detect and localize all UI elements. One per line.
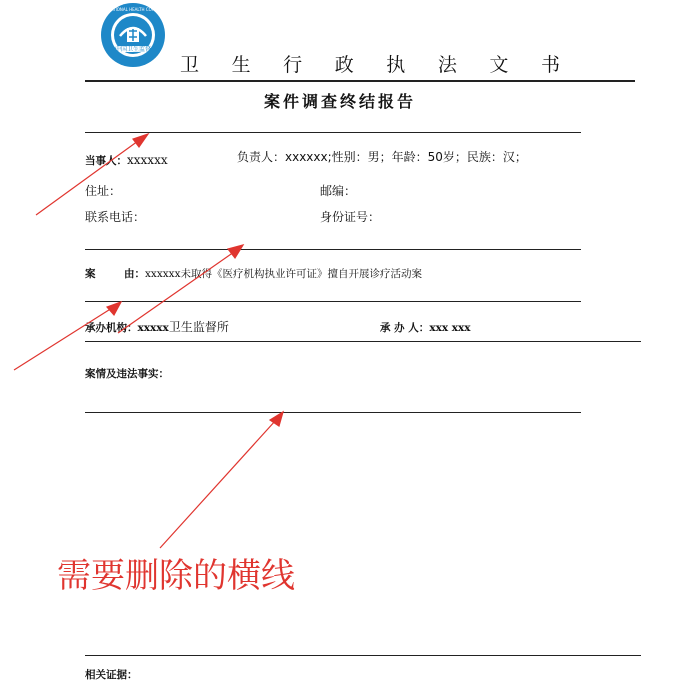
phone-label: 联系电话： — [85, 210, 146, 224]
header-char: 政 — [334, 54, 354, 76]
header-char: 文 — [489, 54, 509, 76]
org-value-suffix: 卫生监督所 — [168, 320, 229, 334]
header-char: 书 — [540, 54, 560, 76]
arrow-head — [133, 134, 148, 147]
org-value-prefix: xxxxx — [137, 322, 169, 334]
header-char: 法 — [437, 54, 457, 76]
arrow-head — [228, 245, 243, 258]
arrow-head — [107, 302, 121, 315]
handler-value: xxx xxx — [429, 322, 471, 334]
arrow-line — [36, 141, 138, 215]
address-label: 住址： — [85, 184, 122, 198]
case-value: xxxxxx未取得《医疗机构执业许可证》擅自开展诊疗活动案 — [145, 268, 423, 280]
id-number-label: 身份证号： — [320, 210, 381, 224]
handler-label: 承 办 人： — [380, 322, 430, 334]
case-label-b: 由： — [124, 268, 145, 280]
arrow-line — [14, 308, 112, 370]
header-char: 生 — [231, 54, 251, 76]
org-label: 承办机构： — [85, 322, 138, 334]
document-title: 案件调查终结报告 — [263, 92, 416, 111]
postcode-label: 邮编： — [320, 184, 357, 198]
header-char: 行 — [283, 54, 303, 76]
header-char: 卫 — [180, 54, 200, 76]
party-value: xxxxxx — [127, 153, 168, 167]
logo-ring-text: CHINA NATIONAL HEALTH COMMISSION — [93, 7, 173, 12]
arrow-line — [160, 420, 276, 548]
logo-banner-text: 中国卫生监督 — [114, 46, 152, 53]
responsible-info: 负责人：xxxxxx;性别：男；年龄：50岁；民族：汉； — [237, 150, 527, 164]
case-label-a: 案 — [85, 268, 96, 280]
party-label: 当事人： — [85, 155, 127, 167]
header-char: 执 — [386, 54, 406, 76]
annotation-text: 需要删除的横线 — [57, 556, 295, 596]
evidence-label: 相关证据： — [85, 669, 138, 681]
arrow-line — [118, 252, 234, 333]
facts-label: 案情及违法事实： — [85, 368, 169, 380]
